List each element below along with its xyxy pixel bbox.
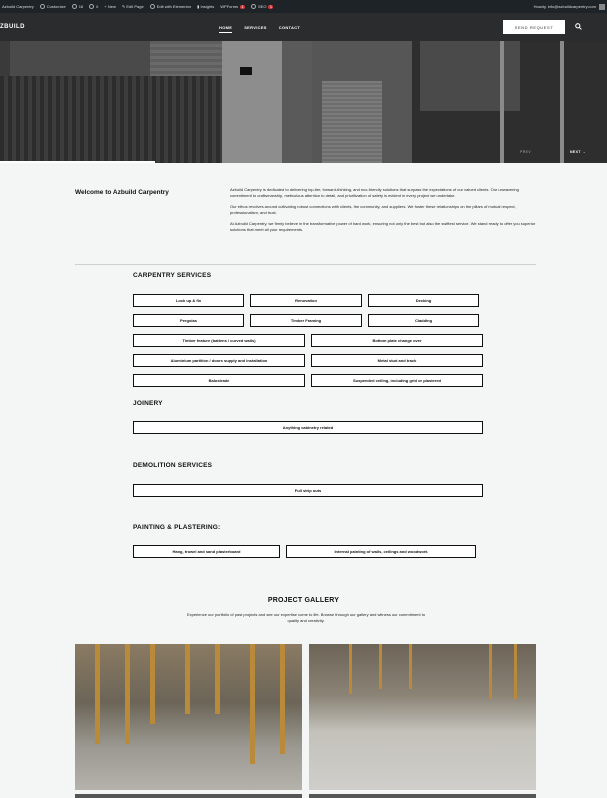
photo-stud	[409, 644, 412, 689]
photo-stud	[379, 644, 382, 689]
chart-icon: ▮	[197, 4, 201, 9]
admin-new-label: New	[107, 4, 116, 9]
service-metal-stud[interactable]: Metal stud and track	[311, 354, 483, 367]
send-request-button[interactable]: SEND REQUEST	[503, 20, 565, 34]
wpforms-badge: 1	[241, 4, 244, 9]
gallery-photo-framing[interactable]	[75, 644, 302, 790]
photo-stud	[125, 644, 130, 744]
admin-customize-label: Customize	[46, 4, 66, 9]
admin-updates-count: 16	[78, 4, 84, 9]
gallery-title: PROJECT GALLERY	[267, 597, 340, 604]
demolition-title: DEMOLITION SERVICES	[133, 462, 213, 469]
hero-window-frame	[500, 41, 504, 163]
hero-pillar-shadow	[282, 41, 312, 163]
welcome-paragraph: Our ethos revolves around cultivating robust connections with clients, the community, and suppliers. We foster these relationships on the pillars of mutual respect, professionalism, and trust.	[230, 204, 516, 215]
gallery-photo-next-row	[75, 794, 302, 798]
photo-stud	[280, 644, 285, 754]
service-strip-outs[interactable]: Full strip outs	[133, 484, 483, 497]
welcome-text	[230, 187, 536, 238]
service-timber-feature[interactable]: Timber feature (battens / curved walls)	[133, 334, 305, 347]
service-suspended-ceiling[interactable]: Suspended ceiling, including grid or plastered	[311, 374, 483, 387]
service-renovation[interactable]: Renovation	[250, 294, 362, 307]
admin-new[interactable]	[104, 4, 115, 9]
carpentry-title: CARPENTRY SERVICES	[133, 272, 212, 279]
elementor-icon	[150, 4, 155, 9]
refresh-icon	[72, 4, 77, 9]
service-lockup[interactable]: Lock up & fix	[133, 294, 244, 307]
hero-door-glass	[322, 81, 382, 163]
brush-icon	[40, 4, 45, 9]
gallery-subtitle: Experience our portfolio of past projects and see our expertise come to life. Browse through our gallery and witness our commitment to quality and creativity.	[186, 612, 426, 623]
admin-site-name: Azbuild Carpentry	[2, 4, 34, 9]
photo-stud	[489, 644, 492, 699]
hero-fence	[0, 76, 225, 163]
admin-insights-label: Insights	[200, 4, 215, 9]
service-decking[interactable]: Decking	[368, 294, 479, 307]
avatar	[599, 4, 605, 10]
hero-slider	[0, 41, 607, 163]
admin-edit-page[interactable]	[122, 4, 144, 9]
gallery-photo-next-row	[309, 794, 536, 798]
admin-greeting: Howdy, info@azbuildcarpentry.com	[533, 4, 596, 9]
hero-window-reflection	[420, 41, 520, 111]
service-cladding[interactable]: Cladding	[368, 314, 479, 327]
admin-seo[interactable]	[251, 4, 273, 9]
service-aluminium-partition[interactable]: Aluminium partition / doors supply and installation	[133, 354, 305, 367]
service-cabinetry[interactable]: Anything cabinetry related	[133, 421, 483, 434]
hero-lamp	[240, 67, 252, 75]
slider-next-label: NEXT	[570, 150, 581, 154]
service-internal-painting[interactable]: Internal painting of walls, ceilings and woodwork	[286, 545, 476, 558]
photo-stud	[185, 644, 190, 714]
photo-stud	[514, 644, 517, 699]
admin-customize[interactable]	[40, 4, 66, 9]
slider-progress-bar	[0, 161, 155, 163]
admin-wpforms[interactable]	[220, 4, 245, 9]
seo-icon	[251, 4, 256, 9]
welcome-paragraph: Azbuild Carpentry is dedicated to delivering top-tier, forward-thinking, and eco-friendly solutions that surpass the expectations of our valued clients. Our unwavering commitment to craftsmanship, meticulous attention to detail, and prioritization of safety is evident in every project we undertake.	[230, 187, 519, 198]
service-balustrade[interactable]: Balustrade	[133, 374, 305, 387]
slider-next-button[interactable]	[570, 150, 586, 154]
admin-edit-page-label: Edit Page	[126, 4, 144, 9]
admin-seo-label: SEO	[258, 4, 267, 9]
service-pergolas[interactable]: Pergolas	[133, 314, 244, 327]
plus-icon: +	[104, 4, 108, 9]
admin-comments-count: 0	[96, 4, 99, 9]
admin-comments[interactable]	[89, 4, 98, 9]
photo-stud	[215, 644, 220, 714]
painting-title: PAINTING & PLASTERING:	[133, 524, 221, 531]
hero-window-frame-2	[560, 41, 564, 163]
nav-contact[interactable]: CONTACT	[278, 25, 301, 30]
photo-stud	[250, 644, 255, 764]
main-nav	[219, 25, 300, 33]
admin-insights[interactable]	[197, 4, 214, 9]
admin-elementor-label: Edit with Elementor	[156, 4, 192, 9]
admin-updates[interactable]	[72, 4, 83, 9]
admin-wpforms-label: WPForms	[220, 4, 239, 9]
photo-stud	[150, 644, 155, 724]
pencil-icon: ✎	[121, 4, 127, 9]
service-plasterboard[interactable]: Hang, trowel and sand plasterboard	[133, 545, 280, 558]
admin-account[interactable]	[534, 4, 605, 10]
nav-services[interactable]: SERVICES	[244, 25, 267, 30]
welcome-paragraph: At Azbuild Carpentry, we firmly believe in the transformative power of hard work, ensuring not only the best but also the swiftest service. We stand ready to offer you superior solutions that meet all your requirements.	[230, 221, 536, 232]
comment-icon	[89, 4, 94, 9]
service-timber-framing[interactable]: Timber Framing	[250, 314, 362, 327]
photo-stud	[349, 644, 352, 694]
admin-bar	[0, 0, 607, 13]
section-divider	[75, 264, 536, 265]
gallery-photo-stripout[interactable]	[309, 644, 536, 790]
slider-prev-button[interactable]: PREV	[520, 150, 532, 154]
joinery-title: JOINERY	[133, 400, 163, 407]
nav-home[interactable]: HOME	[219, 25, 232, 33]
hero-pillar	[222, 41, 282, 163]
service-bottom-plate[interactable]: Bottom plate change over	[311, 334, 483, 347]
photo-stud	[95, 644, 100, 744]
admin-site-link[interactable]	[2, 4, 34, 9]
arrow-right-icon: →	[582, 150, 587, 154]
admin-elementor[interactable]	[150, 4, 191, 9]
site-logo[interactable]: ZBUILD	[0, 24, 25, 30]
welcome-title: Welcome to Azbuild Carpentry	[75, 189, 169, 196]
search-icon[interactable]	[575, 23, 582, 30]
seo-badge: 1	[269, 4, 272, 9]
